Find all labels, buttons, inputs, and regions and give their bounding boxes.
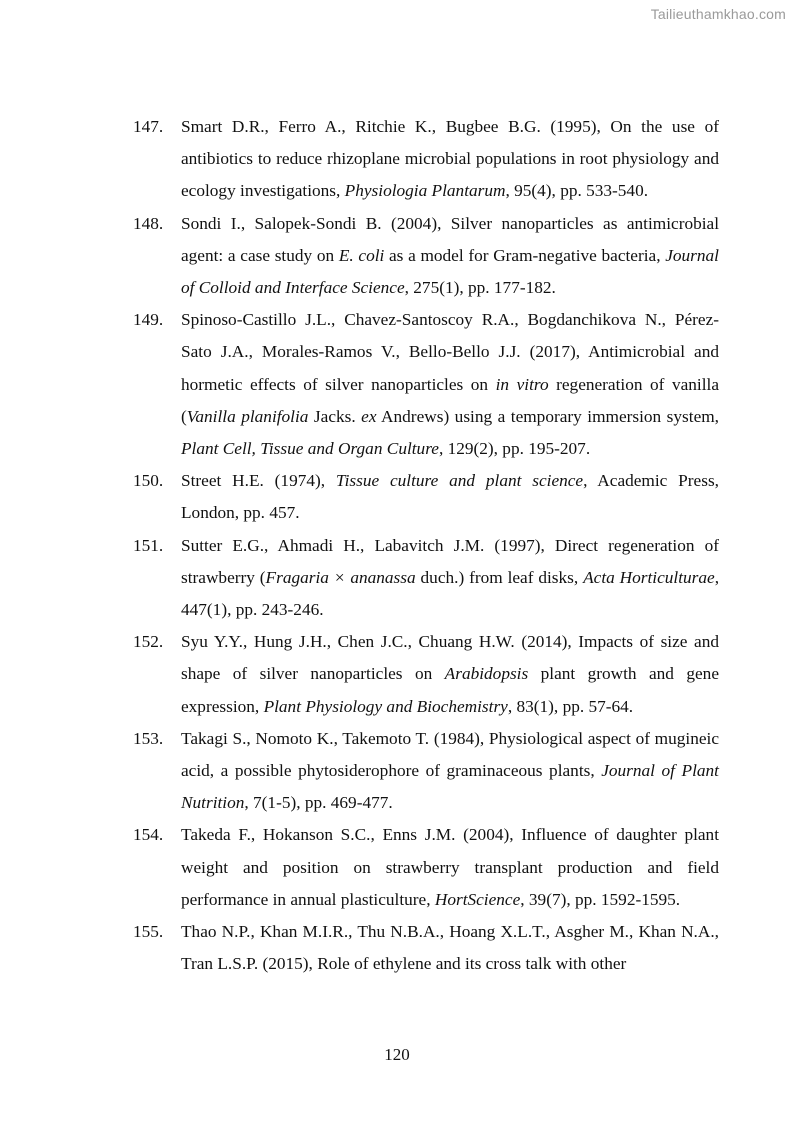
reference-segment: Jacks.: [308, 406, 362, 426]
reference-number: 152.: [133, 632, 164, 652]
reference-segment: , 7(1-5), pp. 469-477.: [244, 793, 393, 813]
reference-item: [133, 626, 719, 723]
reference-segment: , 129(2), pp. 195-207.: [438, 439, 591, 459]
reference-item: [133, 304, 719, 465]
reference-segment: , 275(1), pp. 177-182.: [404, 278, 556, 298]
reference-number: 149.: [133, 310, 164, 330]
reference-text: [181, 471, 719, 522]
reference-italic-segment: Journal of Plant Nutrition: [181, 761, 719, 813]
reference-segment: Takeda F., Hokanson S.C., Enns J.M. (2004), Influence of daughter plant weight and position on strawberry transplant production and field performance in annual plasticulture,: [181, 825, 719, 909]
reference-list: [133, 111, 719, 980]
reference-item: [133, 111, 719, 208]
reference-text: [181, 825, 719, 908]
reference-segment: Andrews) using a temporary immersion system,: [376, 406, 719, 426]
reference-segment: regeneration of vanilla (: [181, 374, 719, 426]
reference-italic-segment: Plant Physiology and Biochemistry: [263, 696, 508, 716]
reference-italic-segment: Plant Cell, Tissue and Organ Culture: [181, 439, 439, 459]
reference-italic-segment: Tissue culture and plant science: [335, 471, 584, 491]
reference-segment: as a model for Gram-negative bacteria,: [384, 245, 666, 265]
reference-item: [133, 723, 719, 820]
reference-item: [133, 208, 719, 305]
reference-item: [133, 530, 719, 627]
reference-segment: Takagi S., Nomoto K., Takemoto T. (1984), Physiological aspect of mugineic acid, a possible phytosiderophore of graminaceous plants,: [181, 728, 719, 781]
reference-text: [181, 214, 719, 297]
reference-italic-segment: Fragaria × ananassa: [265, 567, 416, 587]
reference-text: [181, 310, 719, 458]
reference-italic-segment: Vanilla planifolia: [186, 406, 309, 426]
reference-segment: Street H.E. (1974),: [181, 471, 336, 491]
reference-segment: Syu Y.Y., Hung J.H., Chen J.C., Chuang H.W. (2014), Impacts of size and shape of silver nanoparticles on: [181, 632, 719, 684]
reference-segment: plant growth and gene expression,: [181, 664, 719, 716]
reference-text: [181, 632, 719, 715]
reference-italic-segment: Journal of Colloid and Interface Science: [181, 245, 719, 298]
reference-number: 154.: [133, 825, 164, 845]
reference-segment: Thao N.P., Khan M.I.R., Thu N.B.A., Hoang X.L.T., Asgher M., Khan N.A., Tran L.S.P. (2015), Role of ethylene and its cross talk with other: [181, 922, 719, 974]
reference-number: 147.: [133, 117, 164, 136]
reference-italic-segment: ex: [361, 406, 377, 426]
watermark: Tailieuthamkhao.com: [650, 6, 786, 22]
reference-segment: , 95(4), pp. 533-540.: [505, 181, 649, 201]
reference-number: 153.: [133, 728, 164, 748]
page-number: 120: [384, 1045, 410, 1064]
reference-segment: Spinoso-Castillo J.L., Chavez-Santoscoy R.A., Bogdanchikova N., Pérez-Sato J.A., Morales-Ramos V., Bello-Bello J.J. (2017), Antimicrobial and hormetic effects of silver nanoparticles on: [181, 310, 719, 394]
reference-segment: , 447(1), pp. 243-246.: [181, 567, 720, 620]
reference-number: 151.: [133, 535, 164, 555]
reference-italic-segment: HortScience: [434, 889, 521, 909]
reference-segment: , Academic Press, London, pp. 457.: [181, 471, 719, 523]
reference-italic-segment: Acta Horticulturae: [583, 567, 715, 587]
reference-number: 150.: [133, 471, 164, 491]
reference-item: [133, 465, 719, 529]
reference-segment: duch.) from leaf disks,: [415, 567, 584, 587]
reference-italic-segment: Arabidopsis: [444, 664, 529, 684]
reference-number: 148.: [133, 213, 164, 233]
reference-segment: , 39(7), pp. 1592-1595.: [520, 889, 681, 909]
reference-italic-segment: E. coli: [338, 245, 385, 265]
reference-segment: Sutter E.G., Ahmadi H., Labavitch J.M. (1997), Direct regeneration of strawberry (: [181, 535, 719, 587]
reference-italic-segment: in vitro: [495, 374, 549, 394]
reference-item: [133, 819, 719, 916]
reference-segment: Smart D.R., Ferro A., Ritchie K., Bugbee B.G. (1995), On the use of antibiotics to reduce rhizoplane microbial populations in root physiology and ecology investigations,: [181, 117, 719, 201]
reference-italic-segment: Physiologia Plantarum: [344, 181, 506, 201]
reference-text: [181, 536, 719, 619]
reference-text: [181, 117, 719, 200]
reference-item: [133, 916, 719, 980]
reference-segment: Sondi I., Salopek-Sondi B. (2004), Silver nanoparticles as antimicrobial agent: a case study on: [181, 213, 719, 265]
reference-text: [181, 729, 719, 812]
reference-number: 155.: [133, 922, 164, 942]
reference-segment: , 83(1), pp. 57-64.: [507, 696, 634, 716]
reference-text: [181, 922, 719, 973]
